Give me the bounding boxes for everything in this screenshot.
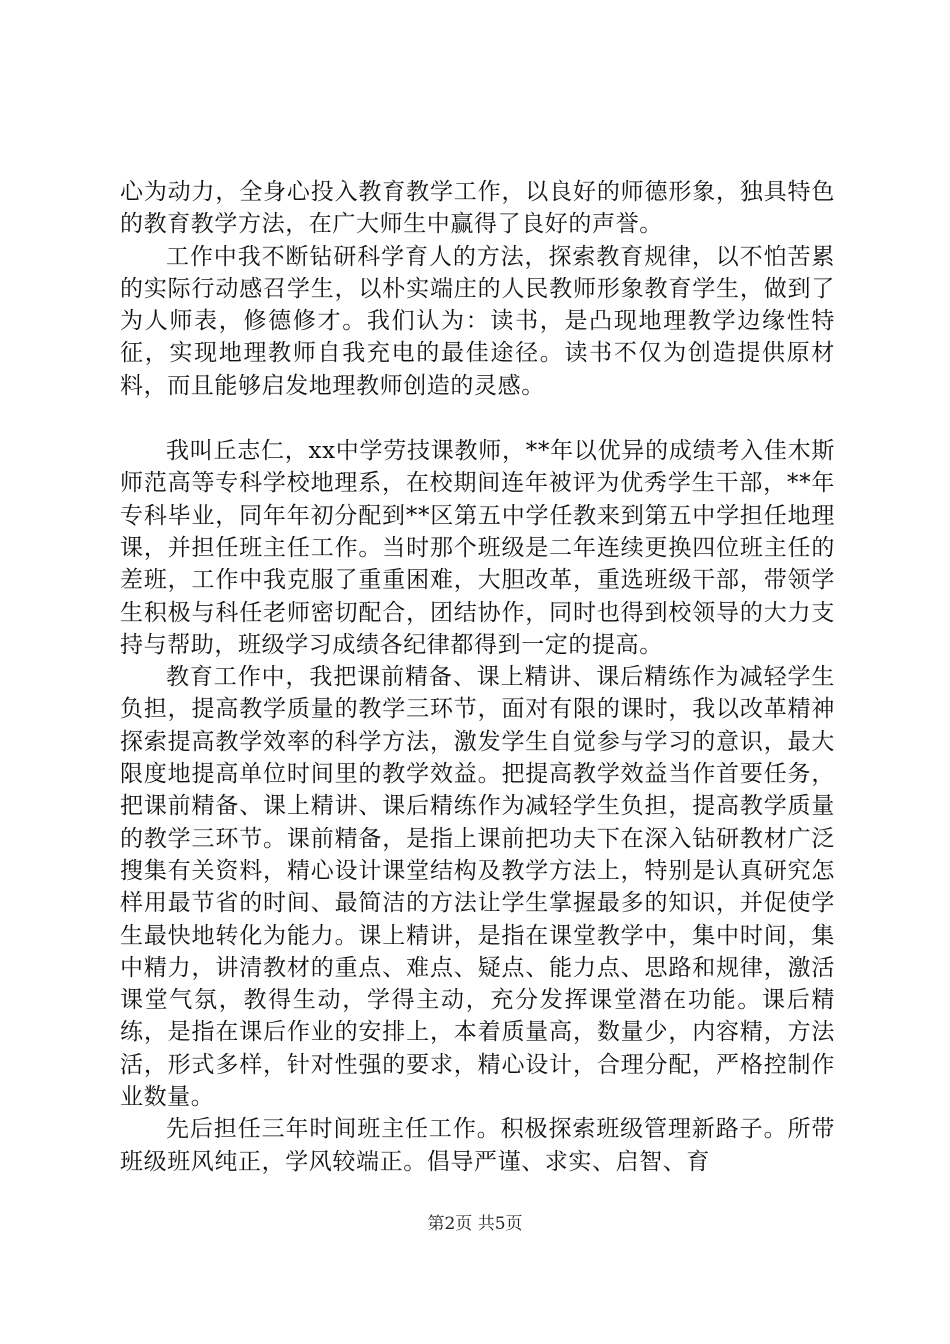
paragraph-teaching-work: 教育工作中，我把课前精备、课上精讲、课后精练作为减轻学生负担，提高教学质量的教学三环节，面对有限的课时，我以改革精神探索提高教学效率的科学方法，激发学生自觉参与学习的意识，最大限度地提高单位时间里的教学效益。把提高教学效益当作首要任务，把课前精备、课上精讲、课后精练作为减轻学生负担，提高教学质量的教学三环节。课前精备，是指上课前把功夫下在深入钻研教材广泛搜集有关资料，精心设计课堂结构及教学方法上，特别是认真研究怎样用最节省的时间、最简洁的方法让学生掌握最多的知识，并促使学生最快地转化为能力。课上精讲，是指在课堂教学中，集中时间，集中精力，讲清教材的重点、难点、疑点、能力点、思路和规律，激活课堂气氛，教得生动，学得主动，充分发挥课堂潜在功能。课后精练，是指在课后作业的安排上，本着质量高，数量少，内容精，方法活，形式多样，针对性强的要求，精心设计，合理分配，严格控制作业数量。 [120, 664, 835, 1111]
paragraph-continuation: 心为动力，全身心投入教育教学工作，以良好的师德形象，独具特色的教育教学方法，在广大师生中赢得了良好的声誉。 [120, 179, 835, 238]
paragraph-research-methods: 工作中我不断钻研科学育人的方法，探索教育规律，以不怕苦累的实际行动感召学生，以朴实端庄的人民教师形象教育学生，做到了为人师表，修德修才。我们认为：读书，是凸现地理教学边缘性特征，实现地理教师自我充电的最佳途径。读书不仅为创造提供原材料，而且能够启发地理教师创造的灵感。 [120, 243, 835, 399]
page-number-footer: 第2页 共5页 [427, 1214, 523, 1234]
paragraph-class-management: 先后担任三年时间班主任工作。积极探索班级管理新路子。所带班级班风纯正，学风较端正。倡导严谨、求实、启智、育 [120, 1116, 835, 1175]
document-body [120, 176, 835, 1178]
paragraph-self-introduction: 我叫丘志仁，xx中学劳技课教师，**年以优异的成绩考入佳木斯师范高等专科学校地理系，在校期间连年被评为优秀学生干部，**年专科毕业，同年年初分配到**区第五中学任教来到第五中学担任地理课，并担任班主任工作。当时那个班级是二年连续更换四位班主任的差班，工作中我克服了重重困难，大胆改革，重选班级干部，带领学生积极与科任老师密切配合，团结协作，同时也得到校领导的大力支持与帮助，班级学习成绩各纪律都得到一定的提高。 [120, 438, 835, 658]
paragraph-gap [120, 402, 835, 435]
